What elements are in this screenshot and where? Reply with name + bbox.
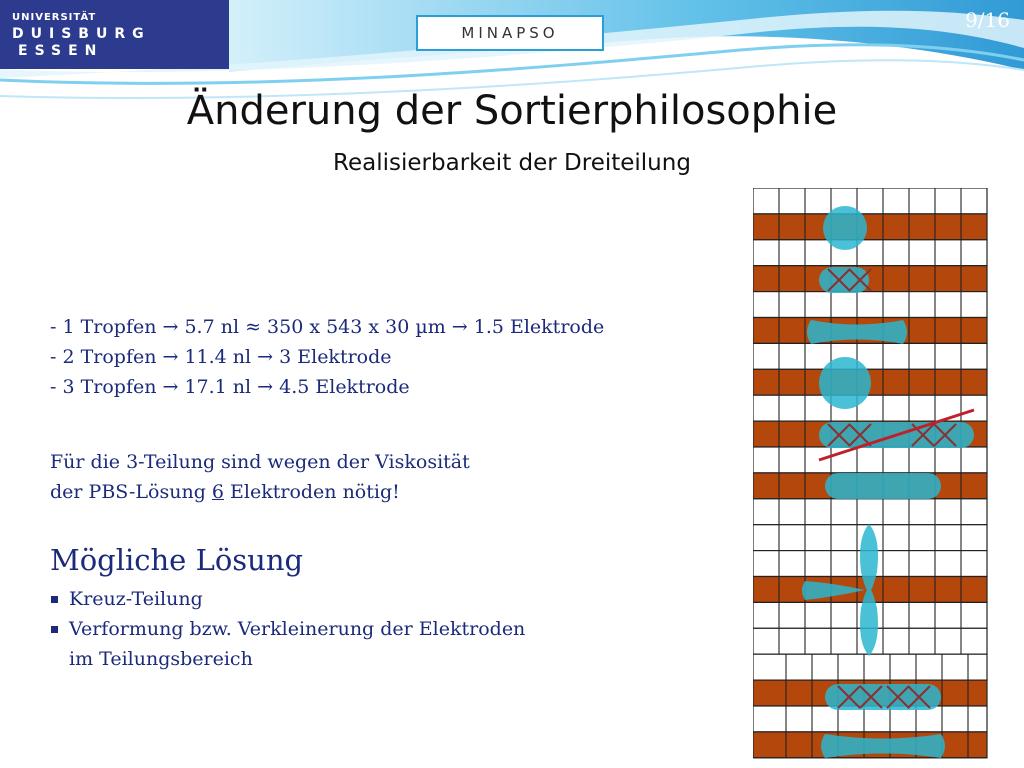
bullet-square-icon xyxy=(51,596,58,603)
list-item xyxy=(50,584,525,614)
droplet-pill xyxy=(825,473,941,499)
droplet-volume-list xyxy=(50,312,604,402)
droplet-pill xyxy=(819,267,869,293)
electrode-grid xyxy=(753,188,987,758)
solution-item-label: im Teilungsbereich xyxy=(69,648,253,670)
note-line-2 xyxy=(50,477,470,507)
droplet-pill xyxy=(825,684,941,710)
electrode-droplet-diagram xyxy=(753,188,989,760)
droplet-circle xyxy=(819,357,871,409)
solution-list xyxy=(50,584,525,674)
note-text-before: der PBS-Lösung xyxy=(50,481,212,503)
logo-line-3: ESSEN xyxy=(18,43,104,59)
grid-row xyxy=(753,499,987,525)
grid-row xyxy=(753,240,987,266)
grid-row xyxy=(753,292,987,318)
logo-line-2: DUISBURG xyxy=(12,26,151,42)
bullet-square-icon xyxy=(51,626,58,633)
list-item: - 2 Tropfen → 11.4 nl → 3 Elektrode xyxy=(50,346,392,368)
university-logo xyxy=(0,0,229,69)
solution-heading: Mögliche Lösung xyxy=(50,543,304,577)
grid-row xyxy=(753,188,987,214)
droplet-circle xyxy=(823,206,867,250)
list-item: - 1 Tropfen → 5.7 nl ≈ 350 x 543 x 30 µm → 1.5 Elektrode xyxy=(50,316,605,338)
logo-line-1: UNIVERSITÄT xyxy=(12,12,97,23)
electrode-row xyxy=(753,214,987,240)
list-item: - 3 Tropfen → 17.1 nl → 4.5 Elektrode xyxy=(50,376,410,398)
slide-title: Änderung der Sortierphilosophie xyxy=(186,88,838,134)
grid-row xyxy=(753,447,987,473)
slide-subtitle: Realisierbarkeit der Dreiteilung xyxy=(333,150,691,176)
list-item xyxy=(50,644,525,674)
grid-row xyxy=(753,654,987,680)
list-item xyxy=(50,614,525,644)
project-label: MINAPSO xyxy=(416,15,604,51)
electrode-count: 6 xyxy=(211,481,224,503)
grid-row xyxy=(753,343,987,369)
solution-item-label: Kreuz-Teilung xyxy=(69,588,203,610)
note-line-1: Für die 3-Teilung sind wegen der Viskosität xyxy=(50,451,470,473)
viscosity-note xyxy=(50,447,470,507)
solution-item-label: Verformung bzw. Verkleinerung der Elektroden xyxy=(69,618,526,640)
note-text-after: Elektroden nötig! xyxy=(223,481,400,503)
page-number: 9/16 xyxy=(965,8,1010,32)
